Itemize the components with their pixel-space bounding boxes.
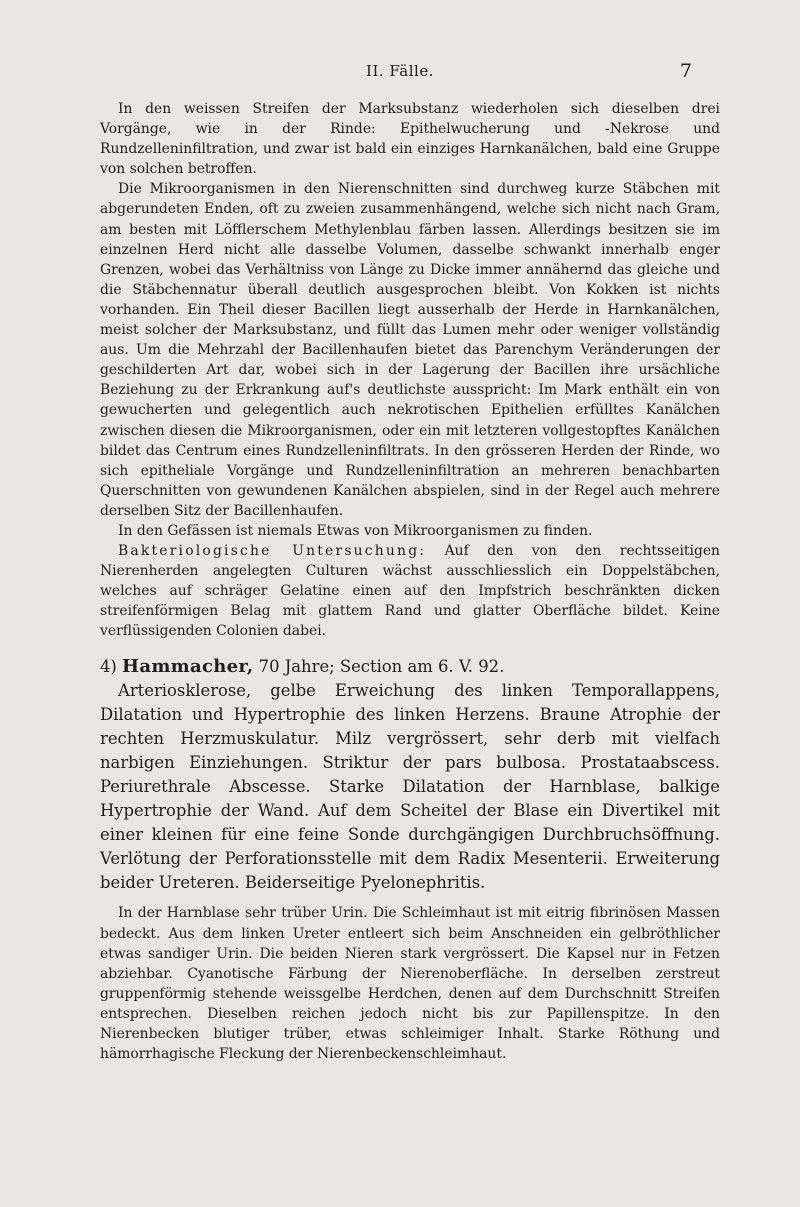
case-4-findings (100, 903, 720, 1064)
paragraph-bakteriologie (100, 541, 720, 641)
paragraph-mikroorganismen: Die Mikroorganismen in den Nierenschnitten sind durchweg kurze Stäbchen mit abgerundeten Enden, oft zu zweien zusammenhängend, welche sich nicht nach Gram, am besten mit Löfflerschem Methylenblau färben lassen. Allerdings besitzen sie im einzelnen Herd nicht alle dasselbe Volumen, dasselbe schwankt innerhalb enger Grenzen, wobei das Verhältniss von Länge zu Dicke immer annähernd das gleiche und die Stäbchennatur überall deutlich ausgesprochen bleibt. Von Kokken ist nichts vorhanden. Ein Theil dieser Bacillen liegt ausserhalb der Herde in Harnkanälchen, meist solcher der Marksubstanz, und füllt das Lumen mehr oder weniger vollständig aus. Um die Mehrzahl der Bacillenhaufen bietet das Parenchym Veränderungen der geschilderten Art dar, wobei sich in der Lagerung der Bacillen ihre ursächliche Beziehung zu der Erkrankung auf's deutlichste ausspricht: Im Mark enthält ein von gewucherten und gelegentlich auch nekrotischen Epithelien erfülltes Kanälchen zwischen diesen die Mikroorganismen, oder ein mit letzteren vollgestopftes Kanälchen bildet das Centrum eines Rundzelleninfiltrats. In den grösseren Herden der Rinde, wo sich epitheliale Vorgänge und Rundzelleninfiltration an mehreren benachbarten Querschnitten von gewundenen Kanälchen abspielen, sind in der Regel auch mehrere derselben Sitz der Bacillenhaufen. (100, 181, 720, 519)
page-number: 7 (679, 60, 692, 82)
case-number: 4) (100, 656, 117, 676)
case-diagnosis: Arteriosklerose, gelbe Erweichung des linken Temporallappens, Dilatation und Hypertrophie des linken Herzens. Braune Atrophie der rechten Herzmuskulatur. Milz vergrössert, sehr derb mit vielfach narbigen Einziehungen. Striktur der pars bulbosa. Prostataabscess. Periurethrale Abscesse. Starke Dilatation der Harnblase, balkige Hypertrophie der Wand. Auf dem Scheitel der Blase ein Divertikel mit einer kleinen für eine feine Sonde durchgängigen Durchbruchsöffnung. Verlötung der Perforationsstelle mit dem Radix Mesenterii. Erweiterung beider Ureteren. Beiderseitige Pyelonephritis. (100, 680, 720, 893)
paragraph-marksubstanz: In den weissen Streifen der Marksubstanz wiederholen sich dieselben drei Vorgänge, wie in der Rinde: Epithelwucherung und -Nekrose und Rundzelleninfiltration, und zwar ist bald ein einziges Harnkanälchen, bald eine Gruppe von solchen betroffen. (100, 101, 720, 178)
paragraph-harnblase: In der Harnblase sehr trüber Urin. Die Schleimhaut ist mit eitrig fibrinösen Massen bedeckt. Aus dem linken Ureter entleert sich beim Anschneiden ein gelbröthlicher etwas sandiger Urin. Die beiden Nieren stark vergrössert. Die Kapsel nur in Fetzen abziehbar. Cyanotische Färbung der Nierenoberfläche. In derselben zerstreut gruppenförmig stehende weissgelbe Herdchen, denen auf dem Durchschnitt Streifen entsprechen. Dieselben reichen jedoch nicht bis zur Papillenspitze. In den Nierenbecken blutiger trüber, etwas schleimiger Inhalt. Starke Röthung und hämorrhagische Fleckung der Nierenbeckenschleimhaut. (100, 905, 720, 1063)
case-4 (100, 655, 720, 896)
case-heading (100, 655, 720, 679)
page-header (0, 58, 800, 84)
case-meta: 70 Jahre; Section am 6. V. 92. (258, 656, 505, 676)
bakteriologie-lead: Bakteriologische Untersuchung: (118, 543, 427, 560)
findings-section (100, 99, 720, 642)
page-body (100, 99, 720, 1064)
bakteriologie-text: Auf den von den rechtsseitigen Nierenherden angelegten Culturen wächst ausschliesslich ein Doppelstäbchen, welches auf schräger Gelatine einen auf den Impfstrich beschränkten dicken streifenförmigen Belag mit glattem Rand und glatter Oberfläche bildet. Keine verflüssigenden Colonien dabei. (100, 543, 720, 640)
running-head: II. Fälle. (366, 62, 434, 80)
paragraph-gefaesse: In den Gefässen ist niemals Etwas von Mikroorganismen zu finden. (118, 522, 593, 539)
case-name: Hammacher, (122, 655, 254, 677)
